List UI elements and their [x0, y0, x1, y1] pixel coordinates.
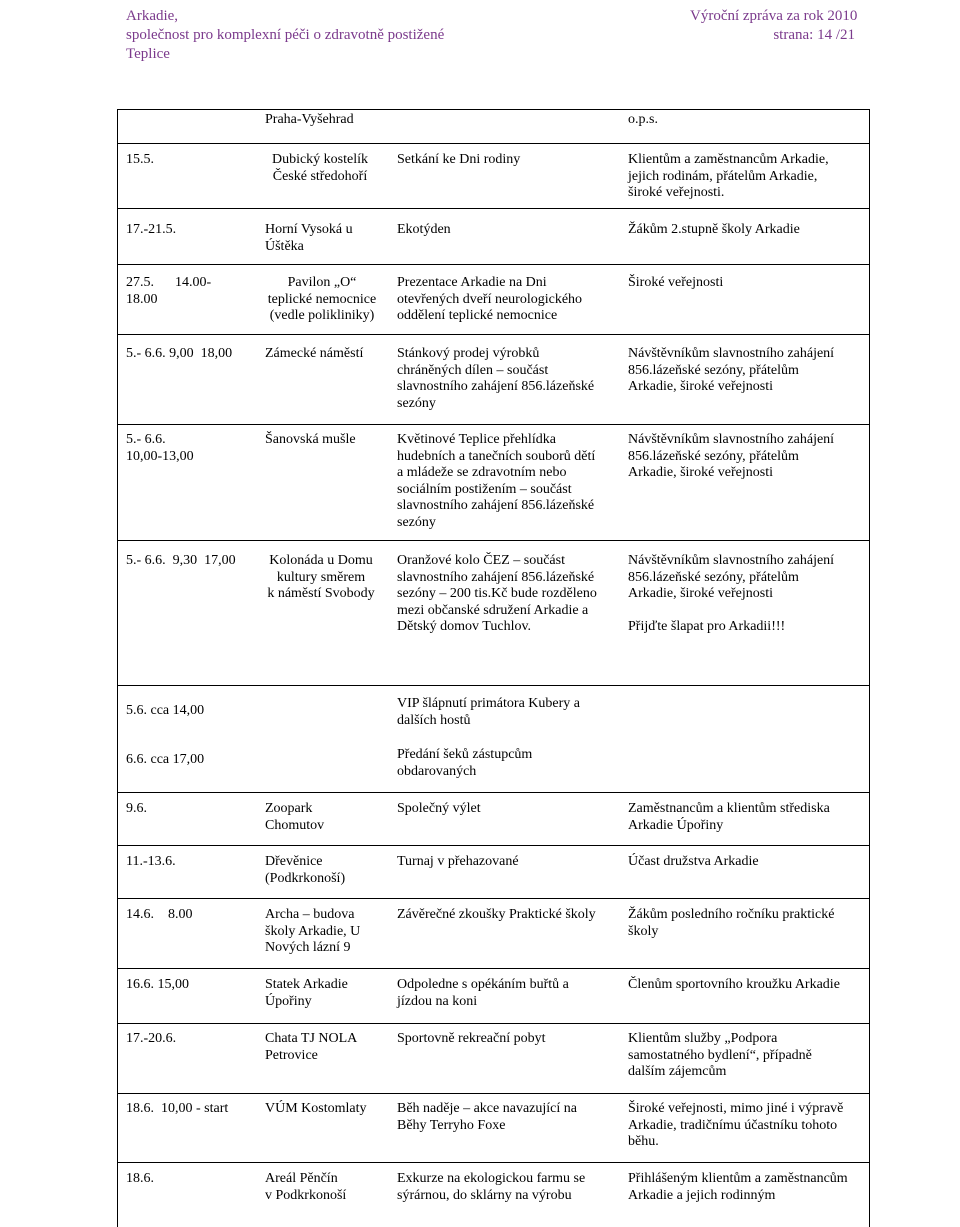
table-row-0-audience: o.p.s. — [628, 112, 658, 127]
table-row-5-date: 5.- 6.6. 10,00-13,00 — [126, 432, 194, 464]
table-row-6-place: Kolonáda u Domu kultury směrem k náměstí Svobody — [267, 553, 375, 601]
report-header-title — [690, 7, 858, 45]
table-row-13-date: 17.-20.6. — [126, 1031, 177, 1046]
row-divider — [117, 1162, 870, 1163]
table-row-13-event: Sportovně rekreační pobyt — [397, 1031, 546, 1046]
table-row-1-date: 15.5. — [126, 152, 154, 167]
table-row-7-date: 5.6. cca 14,00 — [126, 703, 205, 718]
table-row-9-place: Zoopark Chomutov — [265, 801, 325, 833]
header-org-name: Arkadie, — [126, 8, 179, 24]
table-row-5-event: Květinové Teplice přehlídka hudebních a tanečních souborů dětí a mládeže se zdravotním nebo sociálním postižením – součást slavnostního zahájení 856.lázeňské sezóny — [397, 432, 596, 530]
table-row-2-place: Horní Vysoká u Úštěka — [265, 222, 353, 254]
table-row-8-event: Předání šeků zástupcům obdarovaných — [397, 747, 533, 779]
table-row-14-audience: Široké veřejnosti, mimo jiné i výpravě Arkadie, tradičnímu účastníku tohoto běhu. — [628, 1101, 844, 1149]
table-row-11-audience: Žákům posledního ročníku praktické školy — [628, 907, 835, 939]
row-divider — [117, 1023, 870, 1024]
table-row-8-date: 6.6. cca 17,00 — [126, 752, 205, 767]
header-org-city: Teplice — [126, 46, 170, 62]
header-page-number: strana: 14 /21 — [773, 27, 855, 43]
row-divider — [117, 845, 870, 846]
row-divider — [117, 334, 870, 335]
row-divider — [117, 1093, 870, 1094]
table-row-6-event: Oranžové kolo ČEZ – součást slavnostního zahájení 856.lázeňské sezóny – 200 tis.Kč bude rozděleno mezi občanské sdružení Arkadie a Dětský domov Tuchlov. — [397, 553, 597, 634]
table-row-14-event: Běh naděje – akce navazující na Běhy Terryho Foxe — [397, 1101, 577, 1133]
table-row-10-place: Dřevěnice (Podkrkonoší) — [265, 854, 346, 886]
table-row-11-event: Závěrečné zkoušky Praktické školy — [397, 907, 596, 922]
row-divider — [117, 264, 870, 265]
table-row-6-date: 5.- 6.6. 9,30 17,00 — [126, 553, 236, 568]
table-row-15-event: Exkurze na ekologickou farmu se sýrárnou, do sklárny na výrobu — [397, 1171, 586, 1203]
table-row-9-audience: Zaměstnancům a klientům střediska Arkadie Úpořiny — [628, 801, 830, 833]
header-org-description: společnost pro komplexní péči o zdravotně postižené — [126, 27, 445, 43]
row-divider — [117, 685, 870, 686]
table-row-2-date: 17.-21.5. — [126, 222, 177, 237]
table-row-14-date: 18.6. 10,00 - start — [126, 1101, 229, 1116]
table-row-4-audience: Návštěvníkům slavnostního zahájení 856.lázeňské sezóny, přátelům Arkadie, široké veřejnosti — [628, 346, 835, 394]
table-row-2-audience: Žákům 2.stupně školy Arkadie — [628, 222, 800, 237]
table-row-12-date: 16.6. 15,00 — [126, 977, 189, 992]
row-divider — [117, 968, 870, 969]
table-row-1-audience: Klientům a zaměstnancům Arkadie, jejich rodinám, přátelům Arkadie, široké veřejnosti. — [628, 152, 829, 200]
table-row-4-event: Stánkový prodej výrobků chráněných dílen – součást slavnostního zahájení 856.lázeňské sezóny — [397, 346, 595, 411]
table-row-5-place: Šanovská mušle — [265, 432, 356, 447]
table-row-3-event: Prezentace Arkadie na Dni otevřených dveří neurologického oddělení teplické nemocnice — [397, 275, 583, 323]
table-row-1-place: Dubický kostelík České středohoří — [271, 152, 369, 184]
table-row-0-place: Praha-Vyšehrad — [265, 112, 354, 127]
table-row-13-audience: Klientům služby „Podpora samostatného bydlení“, případně dalším zájemcům — [628, 1031, 812, 1079]
table-row-1-event: Setkání ke Dni rodiny — [397, 152, 521, 167]
report-header-organization — [126, 7, 444, 64]
table-row-3-date: 27.5. 14.00- 18.00 — [126, 275, 212, 307]
row-divider — [117, 540, 870, 541]
row-divider — [117, 792, 870, 793]
table-row-13-place: Chata TJ NOLA Petrovice — [265, 1031, 358, 1063]
table-row-5-audience: Návštěvníkům slavnostního zahájení 856.lázeňské sezóny, přátelům Arkadie, široké veřejnosti — [628, 432, 835, 480]
table-row-10-audience: Účast družstva Arkadie — [628, 854, 759, 869]
table-row-10-date: 11.-13.6. — [126, 854, 176, 869]
table-row-7-event: VIP šlápnutí primátora Kubery a dalších hostů — [397, 696, 580, 728]
table-row-9-event: Společný výlet — [397, 801, 481, 816]
table-row-11-place: Archa – budova školy Arkadie, U Nových lázní 9 — [265, 907, 361, 955]
row-divider — [117, 898, 870, 899]
table-row-14-place: VÚM Kostomlaty — [265, 1101, 367, 1116]
table-row-15-place: Areál Pěnčín v Podkrkonoší — [265, 1171, 347, 1203]
row-divider — [117, 208, 870, 209]
table-row-3-audience: Široké veřejnosti — [628, 275, 724, 290]
table-row-2-event: Ekotýden — [397, 222, 451, 237]
table-row-10-event: Turnaj v přehazované — [397, 854, 519, 869]
table-row-15-audience: Přihlášeným klientům a zaměstnancům Arkadie a jejich rodinným — [628, 1171, 848, 1203]
table-row-12-place: Statek Arkadie Úpořiny — [265, 977, 348, 1009]
table-row-15-date: 18.6. — [126, 1171, 154, 1186]
table-row-4-date: 5.- 6.6. 9,00 18,00 — [126, 346, 233, 361]
header-report-title: Výroční zpráva za rok 2010 — [690, 8, 858, 24]
table-row-12-event: Odpoledne s opékáním buřtů a jízdou na koni — [397, 977, 569, 1009]
table-row-12-audience: Členům sportovního kroužku Arkadie — [628, 977, 840, 992]
table-row-3-place: Pavilon „O“ teplické nemocnice (vedle polikliniky) — [267, 275, 377, 323]
row-divider — [117, 424, 870, 425]
row-divider — [117, 143, 870, 144]
table-row-6-audience: Návštěvníkům slavnostního zahájení 856.lázeňské sezóny, přátelům Arkadie, široké veřejnosti Přijďte šlapat pro Arkadii!!! — [628, 553, 835, 634]
table-row-4-place: Zámecké náměstí — [265, 346, 364, 361]
table-row-9-date: 9.6. — [126, 801, 147, 816]
table-row-11-date: 14.6. 8.00 — [126, 907, 193, 922]
